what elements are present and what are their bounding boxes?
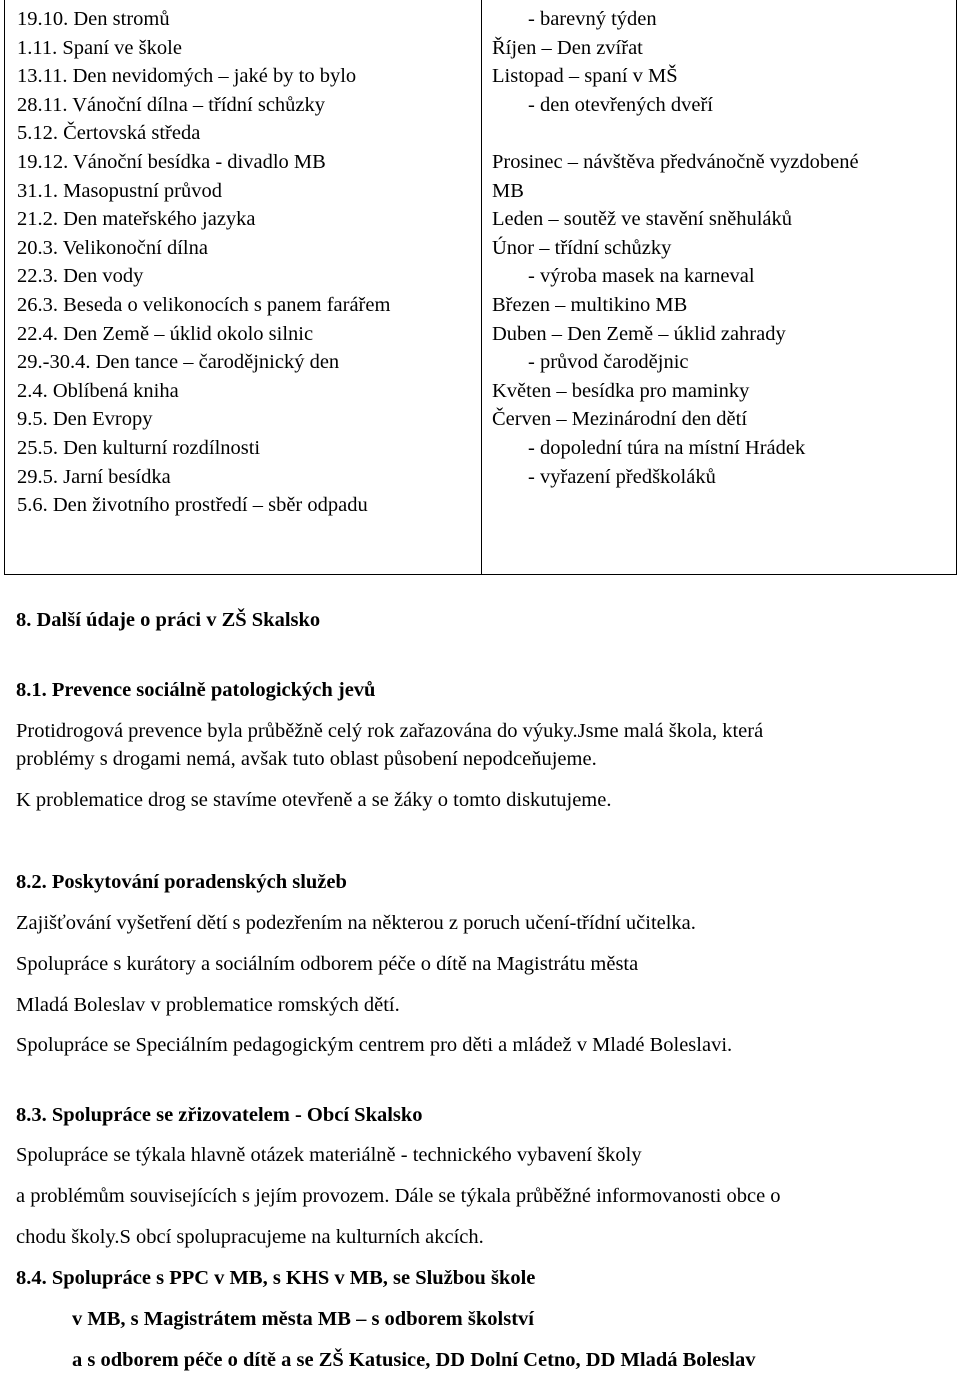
events-table (4, 0, 957, 575)
event-line: Červen – Mezinárodní den dětí (492, 408, 748, 431)
event-line: - vyřazení předškoláků (528, 465, 716, 488)
event-line: Prosinec – návštěva předvánočně vyzdobené (492, 151, 859, 173)
event-line: 13.11. Den nevidomých – jaké by to bylo (17, 65, 357, 88)
paragraph-line: Spolupráce se Speciálním pedagogickým centrem pro děti a mládež v Mladé Boleslavi. (16, 1034, 733, 1056)
event-line: 22.3. Den vody (17, 265, 144, 288)
paragraph-line: a problémům souvisejících s jejím provozem. Dále se týkala průběžné informovanosti obce o (16, 1185, 781, 1207)
section-8-1-heading: 8.1. Prevence sociálně patologických jevů (16, 679, 376, 701)
paragraph-line: Zajišťování vyšetření dětí s podezřením na některou z poruch učení-třídní učitelka. (16, 912, 696, 934)
event-line: 26.3. Beseda o velikonocích s panem farářem (17, 294, 391, 316)
paragraph-line: Spolupráce s kurátory a sociálním odborem péče o dítě na Magistrátu města (16, 953, 639, 975)
event-line: MB (492, 179, 524, 202)
paragraph-line: Spolupráce se týkala hlavně otázek materiálně - technického vybavení školy (16, 1144, 642, 1166)
section-8-4-heading-line-3: a s odborem péče o dítě a se ZŠ Katusice, DD Dolní Cetno, DD Mladá Boleslav (72, 1349, 756, 1371)
event-line: 29.5. Jarní besídka (17, 465, 171, 488)
event-line: - den otevřených dveří (528, 93, 713, 116)
event-line: 9.5. Den Evropy (17, 408, 153, 431)
event-line: - dopolední túra na místní Hrádek (528, 437, 806, 459)
paragraph-line: chodu školy.S obcí spolupracujeme na kulturních akcích. (16, 1226, 484, 1248)
event-line: 29.-30.4. Den tance – čarodějnický den (17, 351, 340, 374)
section-8-2-heading: 8.2. Poskytování poradenských služeb (16, 871, 347, 893)
event-line: 19.12. Vánoční besídka - divadlo MB (17, 151, 326, 173)
section-8-4-heading: 8.4. Spolupráce s PPC v MB, s KHS v MB, se Službou škole (16, 1267, 536, 1289)
event-line: 19.10. Den stromů (17, 8, 170, 30)
event-line: 21.2. Den mateřského jazyka (17, 208, 256, 231)
left-events-cell (5, 0, 482, 575)
event-line: Listopad – spaní v MŠ (492, 65, 678, 88)
event-line: 5.12. Čertovská středa (17, 122, 201, 145)
event-line: Únor – třídní schůzky (492, 236, 672, 259)
event-line: - barevný týden (528, 8, 657, 30)
event-line: 31.1. Masopustní průvod (17, 179, 222, 202)
event-line: Květen – besídka pro maminky (492, 379, 750, 402)
event-line: 22.4. Den Země – úklid okolo silnic (17, 322, 314, 345)
section-8-4-heading-line-2: v MB, s Magistrátem města MB – s odborem školství (72, 1308, 534, 1330)
paragraph-line: K problematice drog se stavíme otevřeně a se žáky o tomto diskutujeme. (16, 789, 612, 811)
event-line: Říjen – Den zvířat (492, 36, 643, 59)
event-line: 1.11. Spaní ve škole (17, 36, 182, 59)
right-events-cell (482, 0, 957, 575)
event-line: 5.6. Den životního prostředí – sběr odpadu (17, 494, 368, 517)
section-8-heading: 8. Další údaje o práci v ZŠ Skalsko (16, 609, 321, 631)
event-line: - výroba masek na karneval (528, 265, 755, 288)
event-line: 2.4. Oblíbená kniha (17, 379, 179, 402)
paragraph-line: Protidrogová prevence byla průběžně celý rok zařazována do výuky.Jsme malá škola, která (16, 720, 764, 742)
event-line: Leden – soutěž ve stavění sněhuláků (492, 208, 793, 231)
section-8-3-heading: 8.3. Spolupráce se zřizovatelem - Obcí Skalsko (16, 1104, 423, 1126)
event-line: Březen – multikino MB (492, 294, 688, 316)
event-line: 28.11. Vánoční dílna – třídní schůzky (17, 93, 326, 116)
event-line: 25.5. Den kulturní rozdílnosti (17, 437, 261, 459)
event-line: - průvod čarodějnic (528, 351, 689, 374)
paragraph-line: problémy s drogami nemá, avšak tuto oblast působení nepodceňujeme. (16, 748, 597, 770)
event-line: 20.3. Velikonoční dílna (17, 236, 208, 259)
event-line: Duben – Den Země – úklid zahrady (492, 322, 786, 345)
paragraph-line: Mladá Boleslav v problematice romských dětí. (16, 994, 400, 1016)
